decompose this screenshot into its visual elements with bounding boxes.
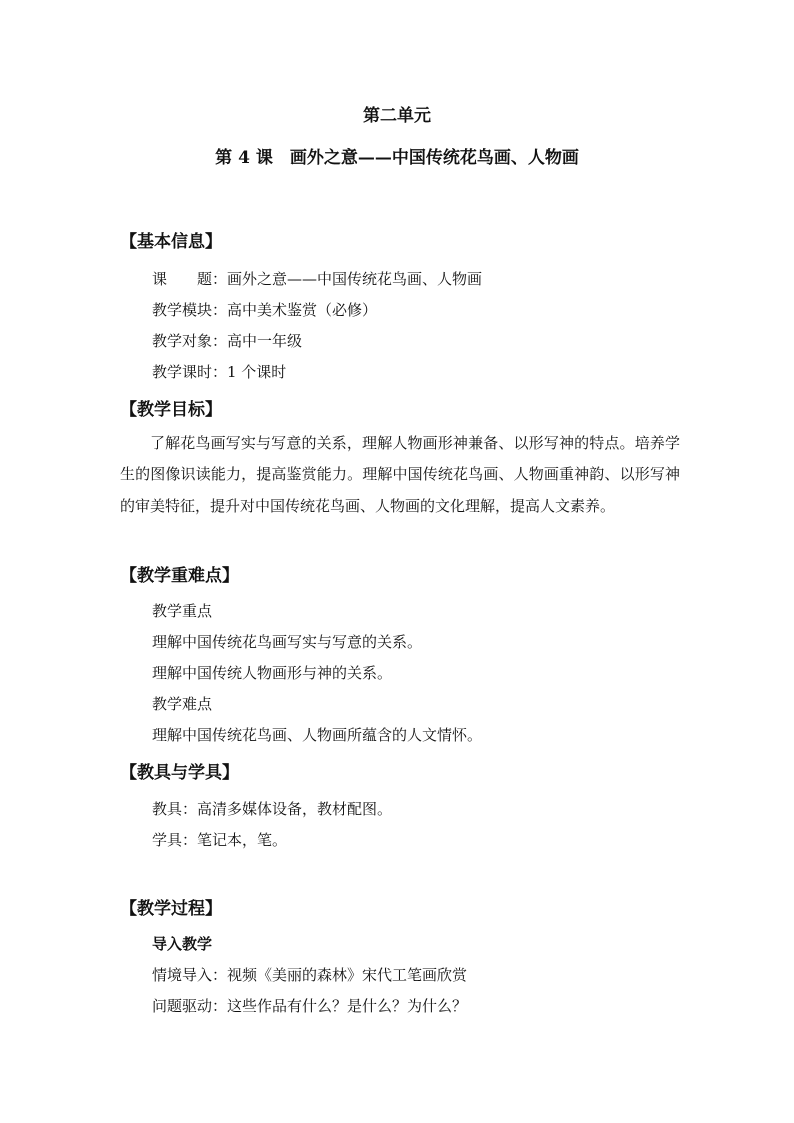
process-heading: 【教学过程】	[120, 899, 222, 919]
key-points-line: 理解中国传统花鸟画写实与写意的关系。	[152, 633, 423, 651]
tools-heading: 【教具与学具】	[120, 763, 239, 783]
basic-info-line: 课 题：画外之意——中国传统花鸟画、人物画	[152, 270, 483, 288]
key-points-line: 教学难点	[152, 695, 213, 713]
basic-info-heading: 【基本信息】	[120, 232, 222, 252]
objectives-heading: 【教学目标】	[120, 400, 222, 420]
tools-line: 教具：高清多媒体设备，教材配图。	[152, 800, 393, 818]
tools-line: 学具：笔记本，笔。	[152, 831, 288, 849]
basic-info-line: 教学对象：高中一年级	[152, 332, 303, 350]
key-points-line: 理解中国传统花鸟画、人物画所蕴含的人文情怀。	[152, 726, 483, 744]
basic-info-line: 教学模块：高中美术鉴赏（必修）	[152, 301, 378, 319]
key-points-line: 教学重点	[152, 602, 213, 620]
process-line: 问题驱动：这些作品有什么？是什么？为什么？	[152, 997, 468, 1015]
lesson-title: 第 4 课 画外之意——中国传统花鸟画、人物画	[215, 148, 579, 168]
basic-info-line: 教学课时：1 个课时	[152, 363, 287, 381]
key-points-line: 理解中国传统人物画形与神的关系。	[152, 664, 393, 682]
objectives-paragraph: 了解花鸟画写实与写意的关系，理解人物画形神兼备、以形写神的特点。培养学生的图像识读能力，提高鉴赏能力。理解中国传统花鸟画、人物画重神韵、以形写神的审美特征，提升对中国传统花鸟画、人物画的文化理解，提高人文素养。	[120, 434, 680, 515]
key-points-heading: 【教学重难点】	[120, 566, 239, 586]
unit-title: 第二单元	[363, 106, 431, 126]
process-line: 情境导入：视频《美丽的森林》宋代工笔画欣赏	[152, 966, 468, 984]
process-subheading: 导入教学	[152, 935, 213, 953]
